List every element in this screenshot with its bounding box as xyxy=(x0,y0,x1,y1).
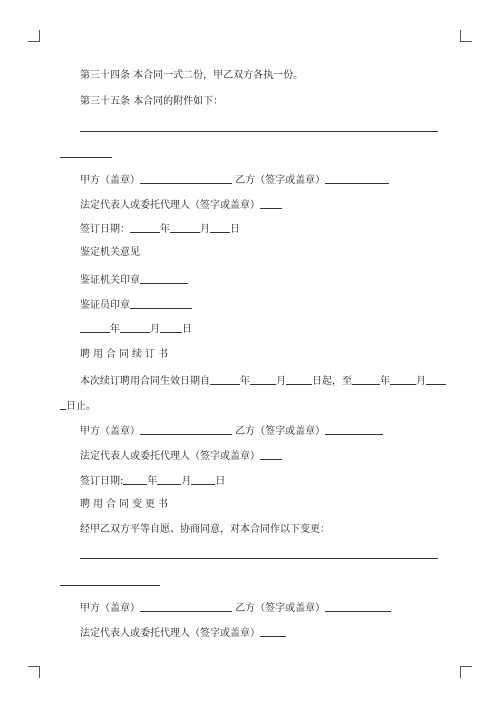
day-label: 日 xyxy=(230,224,240,235)
month-label: 月 xyxy=(200,224,210,235)
renewal-text-start: 本次续订聘用合同生效日期自 xyxy=(80,376,210,387)
month-label: 月 xyxy=(181,476,192,487)
attachment-blank-line xyxy=(80,131,438,132)
renewal-end-label: 日止。 xyxy=(66,401,96,412)
change-blank-line xyxy=(80,558,438,559)
party-a-label: 甲方（盖章） xyxy=(80,426,140,437)
renewal-end-row xyxy=(60,399,96,413)
change-text: 经甲乙双方平等自愿、协商同意，对本合同作以下变更： xyxy=(80,524,330,535)
year-blank xyxy=(210,374,240,385)
representative-label: 法定代表人或委托代理人（签字或盖章） xyxy=(80,628,260,639)
day-blank xyxy=(426,374,446,385)
appraisal-date-row xyxy=(80,322,192,336)
day-blank xyxy=(210,222,230,233)
change-blank-line-short xyxy=(60,585,160,586)
sign-date-label: 签订日期: xyxy=(80,476,124,487)
party-a-label: 甲方（盖章） xyxy=(80,175,140,186)
year-label: 年 xyxy=(160,224,170,235)
party-b-label: 乙方（签字或盖章） xyxy=(235,603,326,614)
appraiser-seal-label: 鉴证员印章 xyxy=(80,300,130,311)
attachment-blank-line-short xyxy=(60,157,112,158)
party-b-label: 乙方（签字或盖章） xyxy=(235,426,326,437)
representative-blank xyxy=(260,198,282,209)
year-label: 年 xyxy=(147,476,158,487)
representative-blank xyxy=(260,626,286,637)
sign-date-label: 签订日期： xyxy=(80,224,130,235)
renewal-title: 聘用合同续订书 xyxy=(80,349,171,360)
signature-row-2 xyxy=(80,424,383,438)
party-b-blank xyxy=(325,173,389,184)
day-label: 日 xyxy=(182,324,192,335)
signature-row-1 xyxy=(80,173,389,187)
year-blank xyxy=(352,374,380,385)
crop-mark-top-right xyxy=(460,30,472,42)
party-a-blank xyxy=(140,601,232,612)
appraiser-seal-blank xyxy=(130,298,192,309)
party-b-label: 乙方（签字或盖章） xyxy=(235,175,326,186)
crop-mark-bottom-left xyxy=(28,666,40,678)
sign-date-row-1 xyxy=(80,222,240,236)
appraisal-seal-blank xyxy=(140,273,188,284)
month-blank xyxy=(390,374,416,385)
month-label: 月 xyxy=(276,376,286,387)
crop-mark-bottom-right xyxy=(460,666,472,678)
month-blank xyxy=(250,374,276,385)
renewal-from-label: 日起，至 xyxy=(312,376,352,387)
representative-label: 法定代表人或委托代理人（签字或盖章） xyxy=(80,200,260,211)
day-blank xyxy=(160,322,182,333)
representative-row-3 xyxy=(80,626,286,640)
year-blank xyxy=(123,474,147,485)
representative-blank xyxy=(260,449,282,460)
month-blank xyxy=(157,474,181,485)
representative-row-2 xyxy=(80,449,282,463)
appraisal-seal-row xyxy=(80,273,188,287)
representative-label: 法定代表人或委托代理人（签字或盖章） xyxy=(80,451,260,462)
year-blank xyxy=(80,322,110,333)
crop-mark-top-left xyxy=(28,30,40,42)
day-blank xyxy=(191,474,215,485)
party-a-blank xyxy=(140,424,232,435)
month-blank xyxy=(170,222,200,233)
representative-row-1 xyxy=(80,198,282,212)
month-label: 月 xyxy=(416,376,426,387)
month-blank xyxy=(120,322,150,333)
party-a-blank xyxy=(140,173,232,184)
party-a-label: 甲方（盖章） xyxy=(80,603,140,614)
article-34: 第三十四条 本合同一式二份，甲乙双方各执一份。 xyxy=(80,70,304,81)
day-label: 日 xyxy=(215,476,226,487)
appraisal-opinion: 鉴定机关意见 xyxy=(80,247,140,258)
appraiser-seal-row xyxy=(80,298,192,312)
article-35: 第三十五条 本合同的附件如下： xyxy=(80,96,224,107)
renewal-text xyxy=(80,374,446,388)
year-blank xyxy=(130,222,160,233)
signature-row-3 xyxy=(80,601,391,615)
day-blank xyxy=(286,374,312,385)
year-label: 年 xyxy=(380,376,390,387)
sign-date-row-2 xyxy=(80,474,225,488)
appraisal-seal-label: 鉴证机关印章 xyxy=(80,275,140,286)
party-b-blank xyxy=(325,424,383,435)
year-label: 年 xyxy=(240,376,250,387)
change-title: 聘用合同变更书 xyxy=(80,499,171,510)
party-b-blank xyxy=(325,601,391,612)
month-label: 月 xyxy=(150,324,160,335)
year-label: 年 xyxy=(110,324,120,335)
